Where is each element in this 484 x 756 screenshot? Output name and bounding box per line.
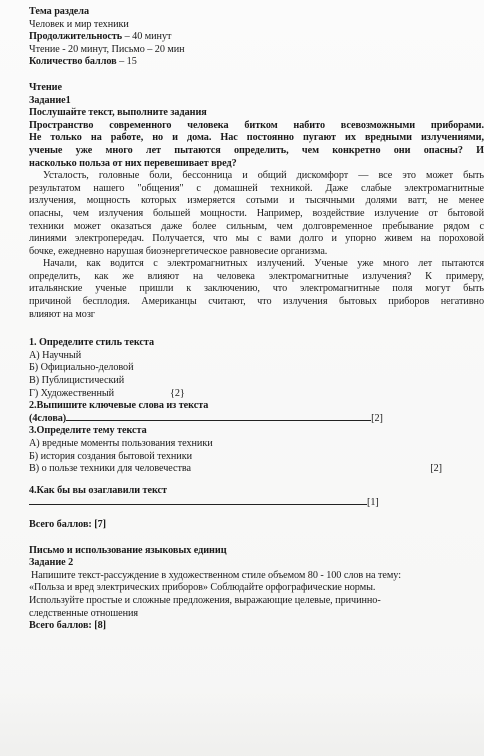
question1-score: {2} (170, 387, 185, 399)
points-row (29, 56, 484, 69)
paragraph2-line: влияют на мозг (29, 308, 95, 320)
task2-text-line: следственные отношения (29, 607, 139, 619)
question4-answer-line[interactable] (29, 504, 367, 505)
question3-last-row (29, 463, 484, 476)
question3-option: Б) история создания бытовой техники (29, 450, 193, 462)
task1-title: Задание1 (29, 94, 71, 106)
paragraph1-line: результатом нашего "общения" с домашней техникой. Даже слабые электромагнитные (29, 182, 484, 194)
question2-sub: (4слова) (29, 412, 67, 424)
intro-line: насколько польза от них перевешивает вред? (29, 157, 237, 169)
reading-section-title: Чтение (29, 81, 62, 93)
question4-title: 4.Как бы вы озаглавили текст (29, 484, 167, 496)
task2-text-line: Напишите текст-рассуждение в художественном стиле объемом 80 - 100 слов на тему: (31, 569, 401, 581)
topic-label: Тема раздела (29, 6, 89, 17)
timing-text: Чтение - 20 минут, Письмо – 20 мин (29, 43, 185, 55)
paragraph2-line: Начали, как водится с электромагнитных излучений. Ученые уже много лет пытаются (43, 258, 484, 270)
paragraph2-line: определить, как же влияют на человека электромагнитные излучения? К примеру, (29, 270, 484, 282)
question2-score: [2] (371, 412, 383, 424)
paragraph1-line: техники может оказаться даже более сильным, чем долговременное пребывание рядом с (29, 220, 484, 232)
question2-answer-line[interactable] (66, 420, 371, 421)
points-value: – 15 (116, 56, 137, 68)
intro-line: Пространство современного человека битком набито всевозможными приборами. (29, 119, 484, 131)
task2-title: Задание 2 (29, 557, 74, 569)
total-points-writing: Всего баллов: [8] (29, 620, 106, 632)
question2-title: 2.Выпишите ключевые слова из текста (29, 400, 209, 412)
question4-score: [1] (367, 497, 379, 509)
writing-section-title: Письмо и использование языковых единиц (29, 544, 227, 556)
topic-value: Человек и мир техники (29, 18, 129, 30)
paragraph1-line: опасны, чем излучения большей мощности. Например, воздействие излучение от бытовой (29, 207, 484, 219)
task2-text-line: Используйте простые и сложные предложения, выражающие целевые, причинно- (29, 594, 381, 606)
paragraph2-line: причиной бесплодия. Американцы считают, что излучения бытовых приборов негативно (29, 296, 484, 308)
question1-option: А) Научный (29, 349, 82, 361)
task1-instruction: Послушайте текст, выполните задания (29, 107, 207, 119)
duration-row (29, 31, 484, 44)
paragraph2-line: итальянские ученые пришли к заключению, что электромагнитные поля могут быть (29, 283, 484, 295)
question1-option: Б) Официально-деловой (29, 362, 134, 374)
question1-option: Г) Художественный (29, 387, 115, 399)
duration-label: Продолжительность (29, 31, 123, 43)
total-points-reading: Всего баллов: [7] (29, 518, 106, 530)
question3-title: 3.Определите тему текста (29, 425, 147, 437)
duration-value: – 40 минут (122, 31, 172, 43)
paragraph1-line: излучения, мощность которых измеряется сотыми и тысячными долями ватт, не менее (29, 195, 484, 207)
page-bottom-shade (0, 686, 484, 756)
intro-line: Не только на работе, но и дома. Нас постоянно пугают их вредными излучениями, (29, 132, 484, 144)
question1-last-row (29, 388, 484, 401)
question1-option: В) Публицистический (29, 375, 125, 387)
paragraph1-line: линиями электропередач. Получается, что мы с вами долго и упорно живем на пороховой (29, 233, 484, 245)
question4-answer-row (29, 497, 484, 510)
paragraph1-line: Усталость, головные боли, бессонница и общий дискомфорт — все это может быть (43, 170, 484, 182)
intro-line: ученые уже много лет пытаются определить, чем конкретно они опасны? И (29, 144, 484, 156)
question3-option: А) вредные моменты пользования техники (29, 438, 213, 449)
points-label: Количество баллов (29, 56, 117, 68)
question1-title: 1. Определите стиль текста (29, 337, 154, 349)
question3-score: [2] (430, 463, 442, 475)
question2-answer-row (29, 413, 484, 426)
task2-text-line: «Польза и вред электрических приборов» Соблюдайте орфографические нормы. (29, 582, 376, 594)
paragraph1-line: бочке, ежедневно нарушая биоэнергетическое равновесие организма. (29, 245, 328, 257)
worksheet-content (29, 6, 484, 633)
question3-option: В) о пользе техники для человечества (29, 463, 192, 475)
